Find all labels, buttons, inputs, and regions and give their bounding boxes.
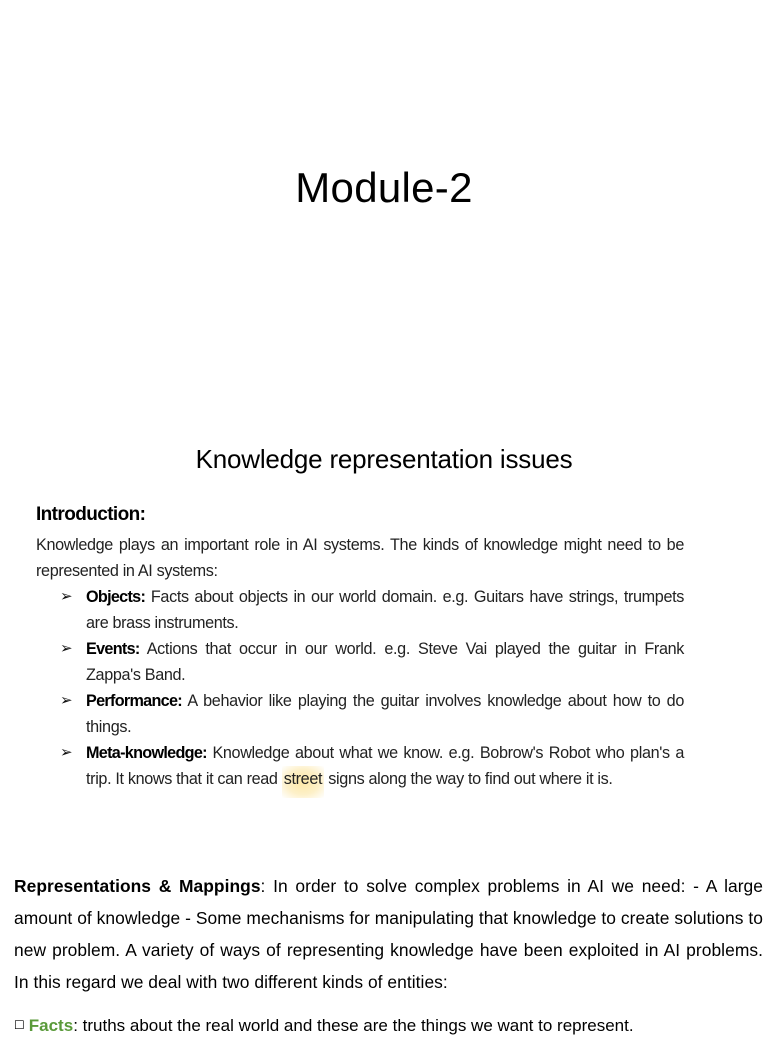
knowledge-kinds-list bbox=[36, 584, 684, 792]
introduction-heading: Introduction: bbox=[36, 504, 146, 525]
facts-text: : truths about the real world and these are the things we want to represent. bbox=[73, 1016, 634, 1035]
arrow-bullet-icon: ➢ bbox=[60, 692, 73, 709]
description-events: Actions that occur in our world. e.g. Steve Vai played the guitar in Frank Zappa's Band. bbox=[86, 640, 684, 684]
term-events: Events: bbox=[86, 640, 140, 658]
description-performance: A behavior like playing the guitar involves knowledge about how to do things. bbox=[86, 692, 684, 736]
highlighted-word: street bbox=[282, 766, 324, 798]
arrow-bullet-icon: ➢ bbox=[60, 744, 73, 761]
description-meta-knowledge-end: signs along the way to find out where it is. bbox=[328, 770, 613, 788]
arrow-bullet-icon: ➢ bbox=[60, 640, 73, 657]
section-title: Knowledge representation issues bbox=[195, 444, 573, 474]
term-performance: Performance: bbox=[86, 692, 182, 710]
list-item-events bbox=[36, 636, 684, 688]
list-item-objects bbox=[36, 584, 684, 636]
facts-term: Facts bbox=[28, 1016, 74, 1035]
description-objects: Facts about objects in our world domain. e.g. Guitars have strings, trumpets are brass instruments. bbox=[86, 588, 684, 632]
facts-item bbox=[14, 1010, 763, 1041]
representations-paragraph bbox=[14, 870, 763, 998]
term-meta-knowledge: Meta-knowledge: bbox=[86, 744, 207, 762]
representations-text: : In order to solve complex problems in AI we need: - A large amount of knowledge - Some mechanisms for manipulating that knowledge to create solutions to new problem. A variety of ways of representing knowledge have been exploited in AI problems. In this regard we deal with two different kinds of entities: bbox=[14, 876, 763, 992]
introduction-block bbox=[36, 504, 684, 792]
description-meta-knowledge-start: Knowledge about what we know. e.g. Bobrow's Robot who plan's a trip. It knows that it can read bbox=[86, 744, 684, 788]
term-objects: Objects: bbox=[86, 588, 146, 606]
checkbox-bullet-icon: ☐ bbox=[14, 1018, 25, 1032]
representations-term: Representations & Mappings bbox=[14, 876, 261, 896]
introduction-text: Knowledge plays an important role in AI systems. The kinds of knowledge might need to be represented in AI systems: bbox=[36, 536, 684, 580]
list-item-performance bbox=[36, 688, 684, 740]
module-title: Module-2 bbox=[295, 164, 473, 211]
arrow-bullet-icon: ➢ bbox=[60, 588, 73, 605]
list-item-meta-knowledge bbox=[36, 740, 684, 792]
